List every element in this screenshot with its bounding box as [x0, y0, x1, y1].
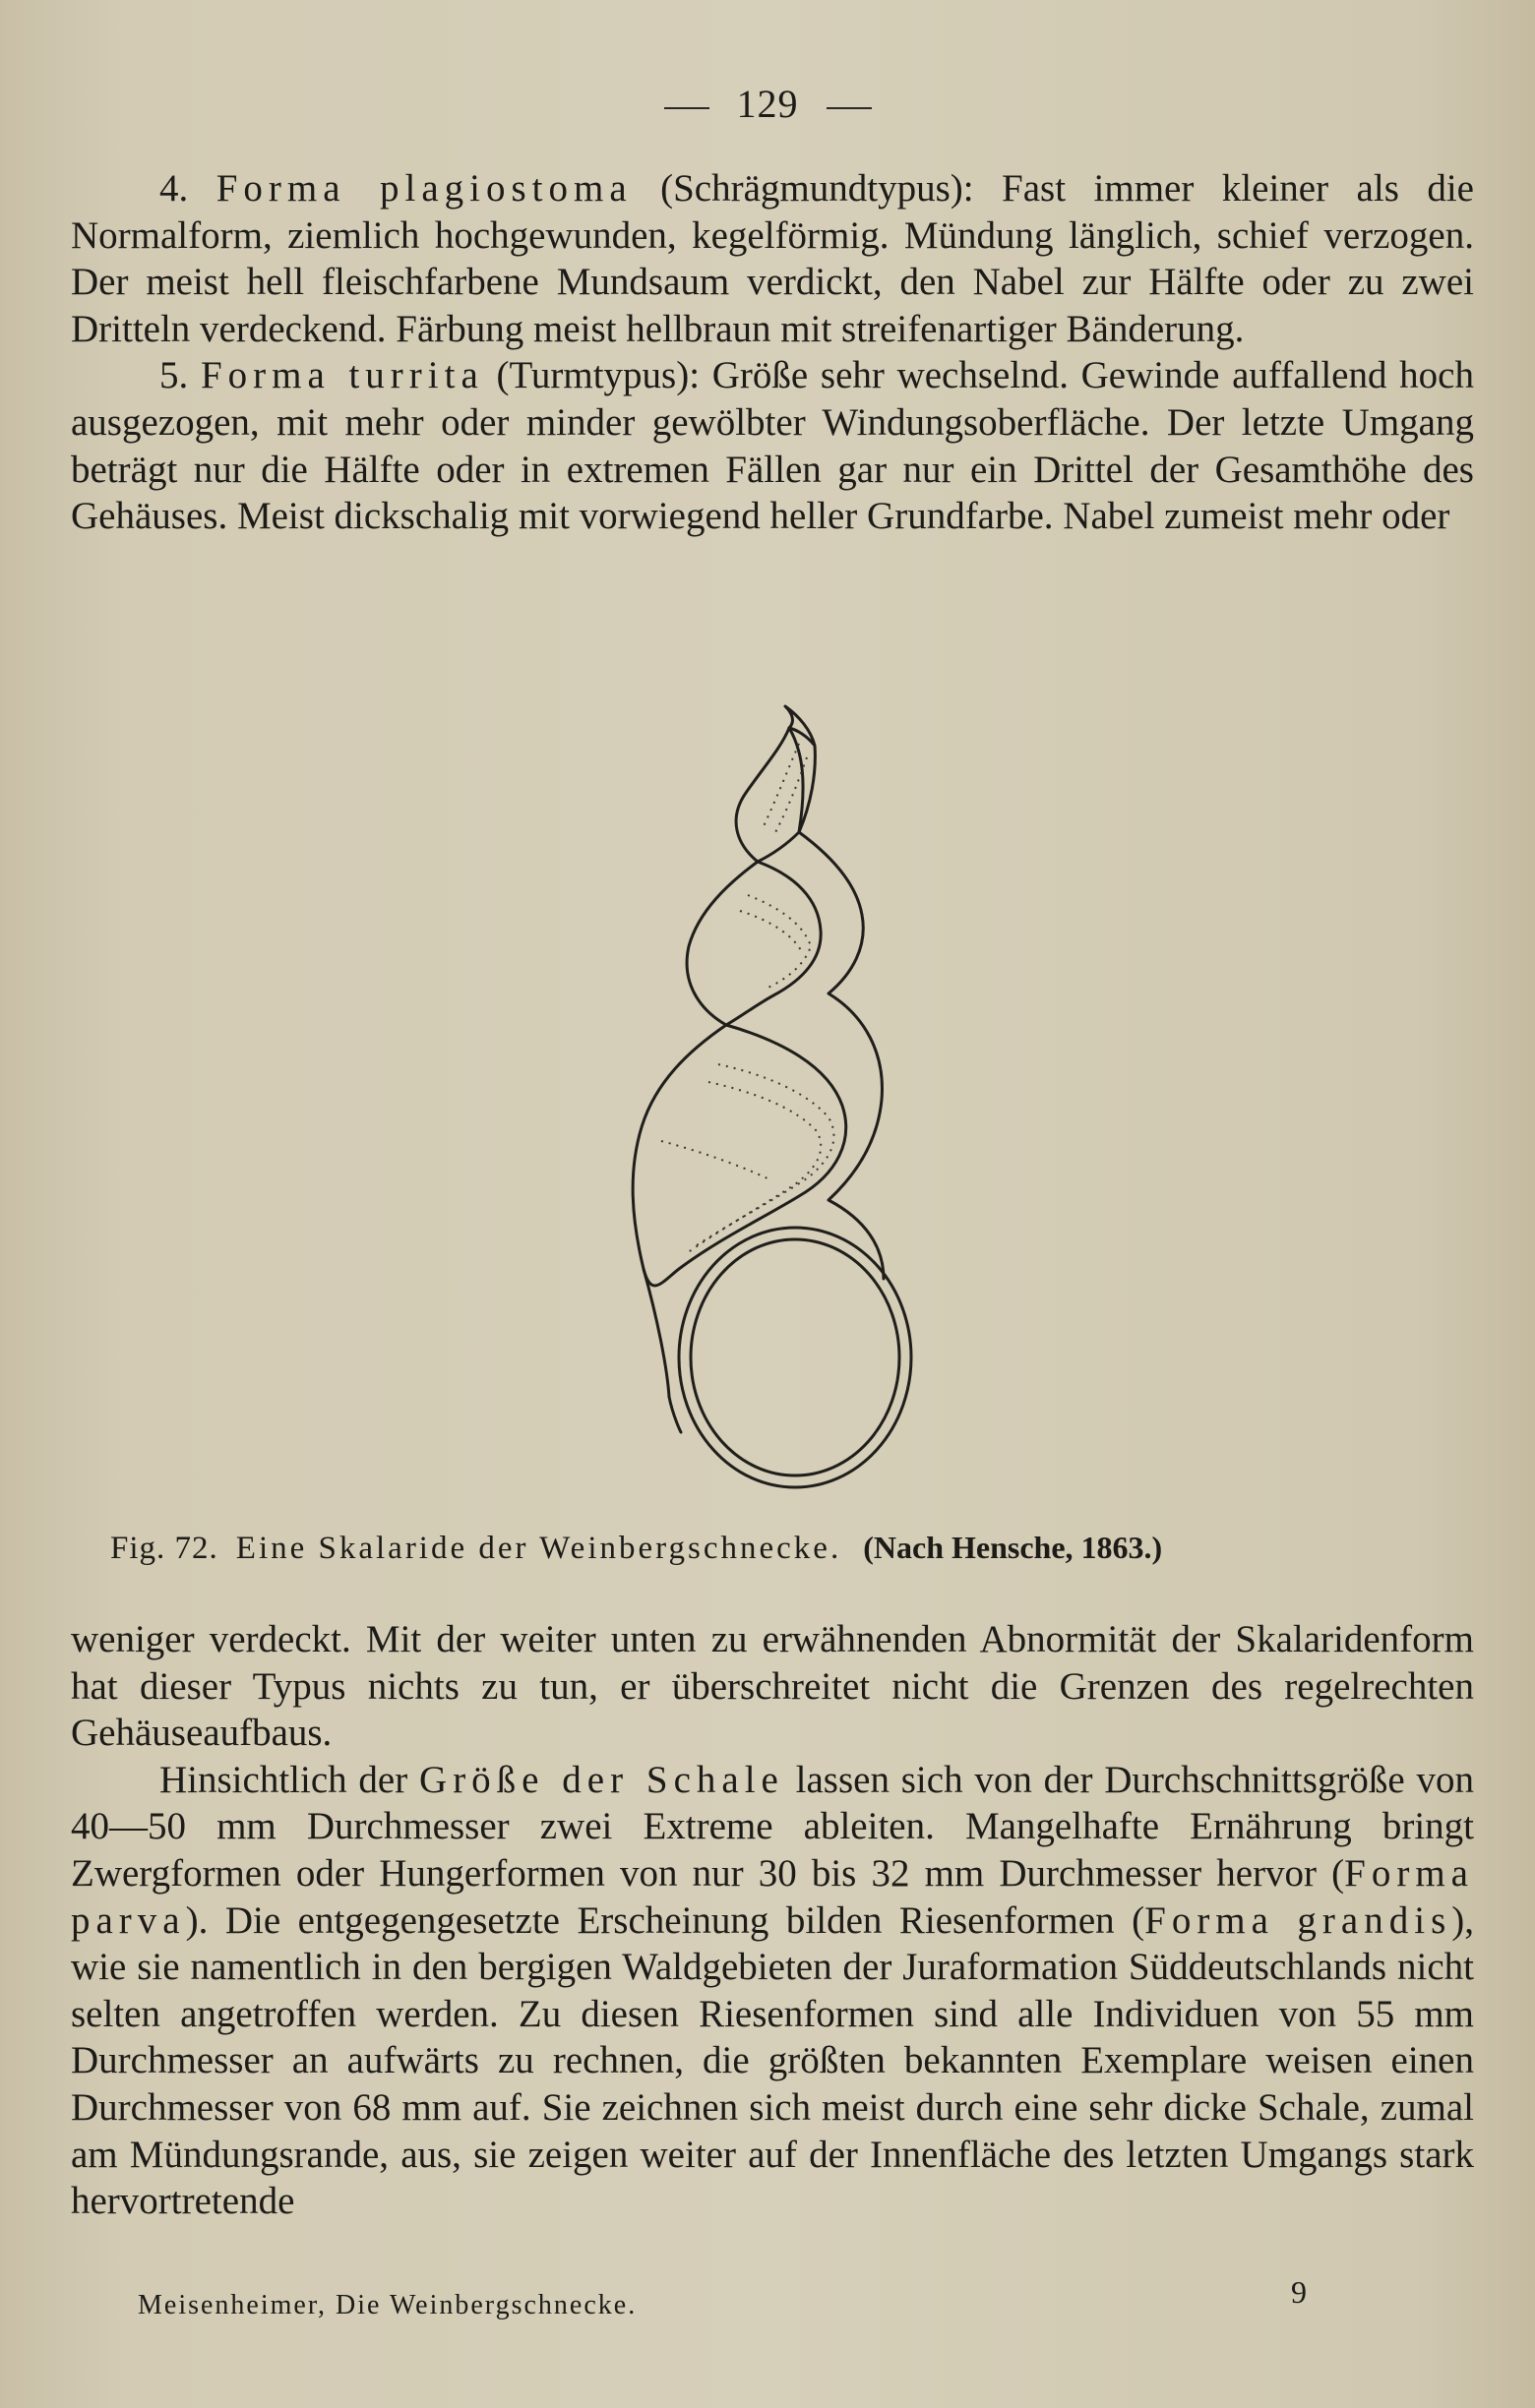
term-groesse-der-schale: Größe der Schale — [419, 1758, 784, 1801]
running-footer-title: Meisenheimer, Die Weinbergschnecke. — [138, 2290, 638, 2320]
band-dots-3 — [697, 1064, 833, 1245]
term-forma-grandis: Forma grandis — [1144, 1898, 1452, 1942]
aperture-inner — [691, 1239, 899, 1475]
signature-mark: 9 — [1291, 2274, 1307, 2310]
page-number-dash-right — [827, 107, 872, 109]
top-text-block — [71, 165, 1474, 540]
figure-caption — [110, 1530, 1448, 1567]
paragraph-text: (Turmtypus): Größe sehr wechselnd. Gewinde auffallend hoch ausgezogen, mit mehr oder minder gewölbter Windungsoberfläche. Der letzte Umgang beträgt nur die Hälfte oder in extremen Fällen gar nur ein Drittel der Gesamthöhe des Gehäuses. Meist dickschalig mit vorwiegend heller Grundfarbe. Nabel zumeist mehr oder — [71, 354, 1474, 538]
bottom-text-block — [71, 1616, 1474, 2225]
figure-title: Eine Skalaride der Weinbergschnecke. — [235, 1531, 842, 1566]
list-number: 4. — [159, 167, 216, 210]
paragraph-text: Hinsichtlich der — [159, 1758, 420, 1801]
shell-base — [669, 1397, 681, 1432]
page-number-dash-left — [664, 107, 709, 109]
paragraph-text: lassen sich von der Durchschnittsgröße von 40—50 mm Durchmesser zwei Extreme ableiten. Mangelhafte Ernährung bringt Zwergformen oder Hungerformen von nur 30 bis 32 mm Durchmesser hervor ( — [71, 1758, 1474, 1895]
paragraph-forma-plagiostoma — [71, 165, 1474, 352]
paragraph-text: ), wie sie namentlich in den bergigen Waldgebieten der Juraformation Süddeutschlands nicht selten angetroffen werden. Zu diesen Riesenformen sind alle Individuen von 55 mm Durchmesser an aufwärts zu rechnen, die größten bekannten Exemplare weisen einen Durchmesser von 68 mm auf. Sie zeichnen sich meist durch eine sehr dicke Schale, zumal am Mündungsrande, aus, sie zeigen weiter auf der Innenfläche des letzten Umgangs stark hervortretende — [71, 1898, 1474, 2223]
band-dots-2b — [740, 911, 803, 954]
band-dots-1 — [764, 744, 799, 826]
suture-2 — [726, 862, 821, 1025]
suture-3 — [644, 1025, 846, 1286]
page-number-value: 129 — [736, 82, 799, 126]
scalarid-snail-shell-illustration — [571, 689, 1004, 1515]
paragraph-shell-size — [71, 1757, 1474, 2225]
paragraph-text: ). Die entgegengesetzte Erscheinung bilden Riesenformen ( — [185, 1898, 1145, 1942]
term-forma-plagiostoma: Forma plagiostoma — [215, 167, 633, 210]
shell-apex — [785, 706, 815, 746]
shell-outline-right — [799, 746, 884, 1279]
paragraph-forma-turrita — [71, 352, 1474, 539]
figure-label: Fig. 72. — [110, 1531, 218, 1566]
term-forma-parva: Forma parva — [71, 1851, 1474, 1942]
page-number — [0, 81, 1535, 127]
shell-outline-left — [633, 728, 789, 1397]
paragraph-text: (Schrägmundtypus): Fast immer kleiner als die Normalform, ziemlich hochgewunden, kegelförmig. Mündung länglich, schief verzogen. Der meist hell fleischfarbene Mundsaum verdickt, den Nabel zur Hälfte oder zu zwei Dritteln verdeckend. Färbung meist hellbraun mit streifenartiger Bänderung. — [71, 167, 1474, 350]
aperture-outer — [679, 1228, 911, 1487]
term-forma-turrita: Forma turrita — [200, 354, 484, 397]
list-number: 5. — [159, 354, 201, 397]
suture-1 — [758, 728, 803, 862]
band-dots-4 — [661, 1141, 768, 1178]
figure-source: (Nach Hensche, 1863.) — [863, 1530, 1163, 1565]
paragraph-continuation: weniger verdeckt. Mit der weiter unten zu erwähnenden Abnormität der Skalaridenform hat dieser Typus nichts zu tun, er überschreitet nicht die Grenzen des regelrechten Gehäuseaufbaus. — [71, 1618, 1474, 1755]
